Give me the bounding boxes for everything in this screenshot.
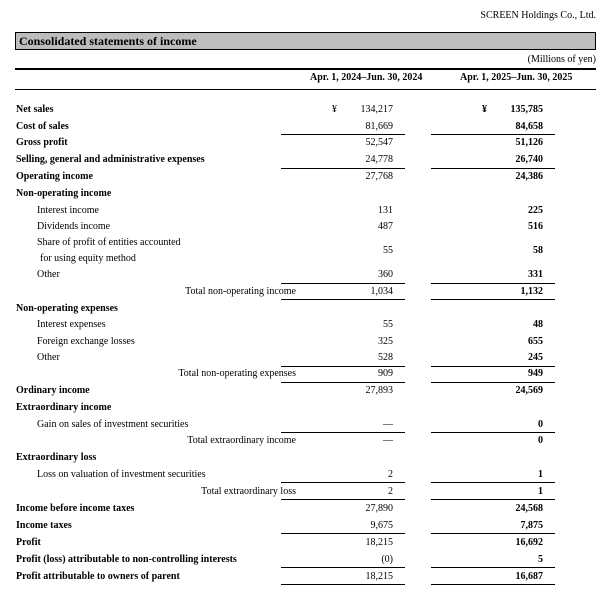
subtotal-rule xyxy=(281,299,405,300)
value-2024: 55 xyxy=(383,245,393,256)
row-label-line1: Share of profit of entities accounted xyxy=(37,237,181,248)
value-2024: 9,675 xyxy=(370,520,393,531)
subtotal-rule xyxy=(281,533,405,534)
value-2024: 909 xyxy=(378,368,393,379)
row-label: Selling, general and administrative expenses xyxy=(16,154,205,165)
section-heading: Non-operating expenses xyxy=(16,303,118,314)
section-heading: Non-operating income xyxy=(16,188,112,199)
value-2024: 24,778 xyxy=(365,154,393,165)
subtotal-rule xyxy=(431,382,555,383)
top-rule xyxy=(15,68,596,70)
statement-title: Consolidated statements of income xyxy=(15,32,596,50)
row-label: Total non-operating income xyxy=(185,286,296,297)
section-heading: Extraordinary loss xyxy=(16,452,97,463)
subtotal-rule xyxy=(281,584,405,585)
value-2024: 27,893 xyxy=(365,385,393,396)
subtotal-rule xyxy=(281,134,405,135)
row-label: Total extraordinary income xyxy=(187,435,296,446)
row-label: Total non-operating expenses xyxy=(178,368,296,379)
value-2024: (0) xyxy=(381,554,393,565)
subtotal-rule xyxy=(431,533,555,534)
subtotal-rule xyxy=(431,482,555,483)
company-name: SCREEN Holdings Co., Ltd. xyxy=(480,10,596,21)
subtotal-rule xyxy=(431,299,555,300)
value-2024: 2 xyxy=(388,486,393,497)
value-2025: 1,132 xyxy=(520,286,543,297)
value-2025: 24,568 xyxy=(515,503,543,514)
value-2024: 27,890 xyxy=(365,503,393,514)
value-2025: 84,658 xyxy=(515,121,543,132)
value-2025: 1 xyxy=(538,469,543,480)
value-2025: 0 xyxy=(538,435,543,446)
subtotal-rule xyxy=(431,499,555,500)
value-2025: 655 xyxy=(528,336,543,347)
row-label: Ordinary income xyxy=(16,385,90,396)
subtotal-rule xyxy=(281,382,405,383)
subtotal-rule xyxy=(431,168,555,169)
subtotal-rule xyxy=(281,283,405,284)
subtotal-rule xyxy=(431,283,555,284)
value-2025: 5 xyxy=(538,554,543,565)
column-header-2025: Apr. 1, 2025–Jun. 30, 2025 xyxy=(460,72,573,83)
row-label: Gain on sales of investment securities xyxy=(37,419,189,430)
value-2025: 16,687 xyxy=(515,571,543,582)
subtotal-rule xyxy=(281,482,405,483)
value-2025: 135,785 xyxy=(510,104,543,115)
value-2025: 58 xyxy=(533,245,543,256)
value-2024: 487 xyxy=(378,221,393,232)
value-2024: 81,669 xyxy=(365,121,393,132)
row-label: Other xyxy=(37,269,60,280)
value-2024: — xyxy=(383,419,393,430)
value-2024: 55 xyxy=(383,319,393,330)
value-2024: 2 xyxy=(388,469,393,480)
value-2024: — xyxy=(383,435,393,446)
subtotal-rule xyxy=(431,584,555,585)
units-note: (Millions of yen) xyxy=(527,54,596,65)
row-label-line2: for using equity method xyxy=(40,253,136,264)
column-header-2024: Apr. 1, 2024–Jun. 30, 2024 xyxy=(310,72,423,83)
row-label: Profit attributable to owners of parent xyxy=(16,571,180,582)
value-2025: 0 xyxy=(538,419,543,430)
value-2024: 325 xyxy=(378,336,393,347)
value-2025: 16,692 xyxy=(515,537,543,548)
row-label: Net sales xyxy=(16,104,54,115)
value-2024: 18,215 xyxy=(365,537,393,548)
yen-symbol-2025: ¥ xyxy=(482,104,487,115)
row-label: Gross profit xyxy=(16,137,68,148)
value-2024: 528 xyxy=(378,352,393,363)
value-2025: 7,875 xyxy=(520,520,543,531)
header-rule xyxy=(15,89,596,90)
value-2025: 51,126 xyxy=(515,137,543,148)
subtotal-rule xyxy=(281,168,405,169)
row-label: Other xyxy=(37,352,60,363)
value-2025: 949 xyxy=(528,368,543,379)
subtotal-rule xyxy=(431,134,555,135)
subtotal-rule xyxy=(281,432,405,433)
value-2025: 1 xyxy=(538,486,543,497)
row-label: Income before income taxes xyxy=(16,503,135,514)
row-label: Operating income xyxy=(16,171,93,182)
value-2025: 26,740 xyxy=(515,154,543,165)
value-2024: 52,547 xyxy=(365,137,393,148)
value-2025: 225 xyxy=(528,205,543,216)
value-2025: 331 xyxy=(528,269,543,280)
value-2024: 1,034 xyxy=(370,286,393,297)
value-2024: 27,768 xyxy=(365,171,393,182)
subtotal-rule xyxy=(431,432,555,433)
value-2024: 131 xyxy=(378,205,393,216)
subtotal-rule xyxy=(431,567,555,568)
value-2025: 516 xyxy=(528,221,543,232)
value-2024: 134,217 xyxy=(360,104,393,115)
row-label: Loss on valuation of investment securities xyxy=(37,469,206,480)
row-label: Cost of sales xyxy=(16,121,69,132)
value-2025: 24,386 xyxy=(515,171,543,182)
row-label: Interest expenses xyxy=(37,319,106,330)
value-2025: 48 xyxy=(533,319,543,330)
row-label: Foreign exchange losses xyxy=(37,336,135,347)
subtotal-rule xyxy=(281,499,405,500)
yen-symbol-2024: ¥ xyxy=(332,104,337,115)
value-2024: 360 xyxy=(378,269,393,280)
value-2025: 24,569 xyxy=(515,385,543,396)
subtotal-rule xyxy=(281,366,405,367)
row-label: Interest income xyxy=(37,205,99,216)
row-label: Total extraordinary loss xyxy=(201,486,296,497)
value-2024: 18,215 xyxy=(365,571,393,582)
subtotal-rule xyxy=(281,567,405,568)
value-2025: 245 xyxy=(528,352,543,363)
row-label: Dividends income xyxy=(37,221,111,232)
row-label: Income taxes xyxy=(16,520,72,531)
row-label: Profit xyxy=(16,537,41,548)
section-heading: Extraordinary income xyxy=(16,402,112,413)
row-label: Profit (loss) attributable to non-controlling interests xyxy=(16,554,237,565)
subtotal-rule xyxy=(431,366,555,367)
